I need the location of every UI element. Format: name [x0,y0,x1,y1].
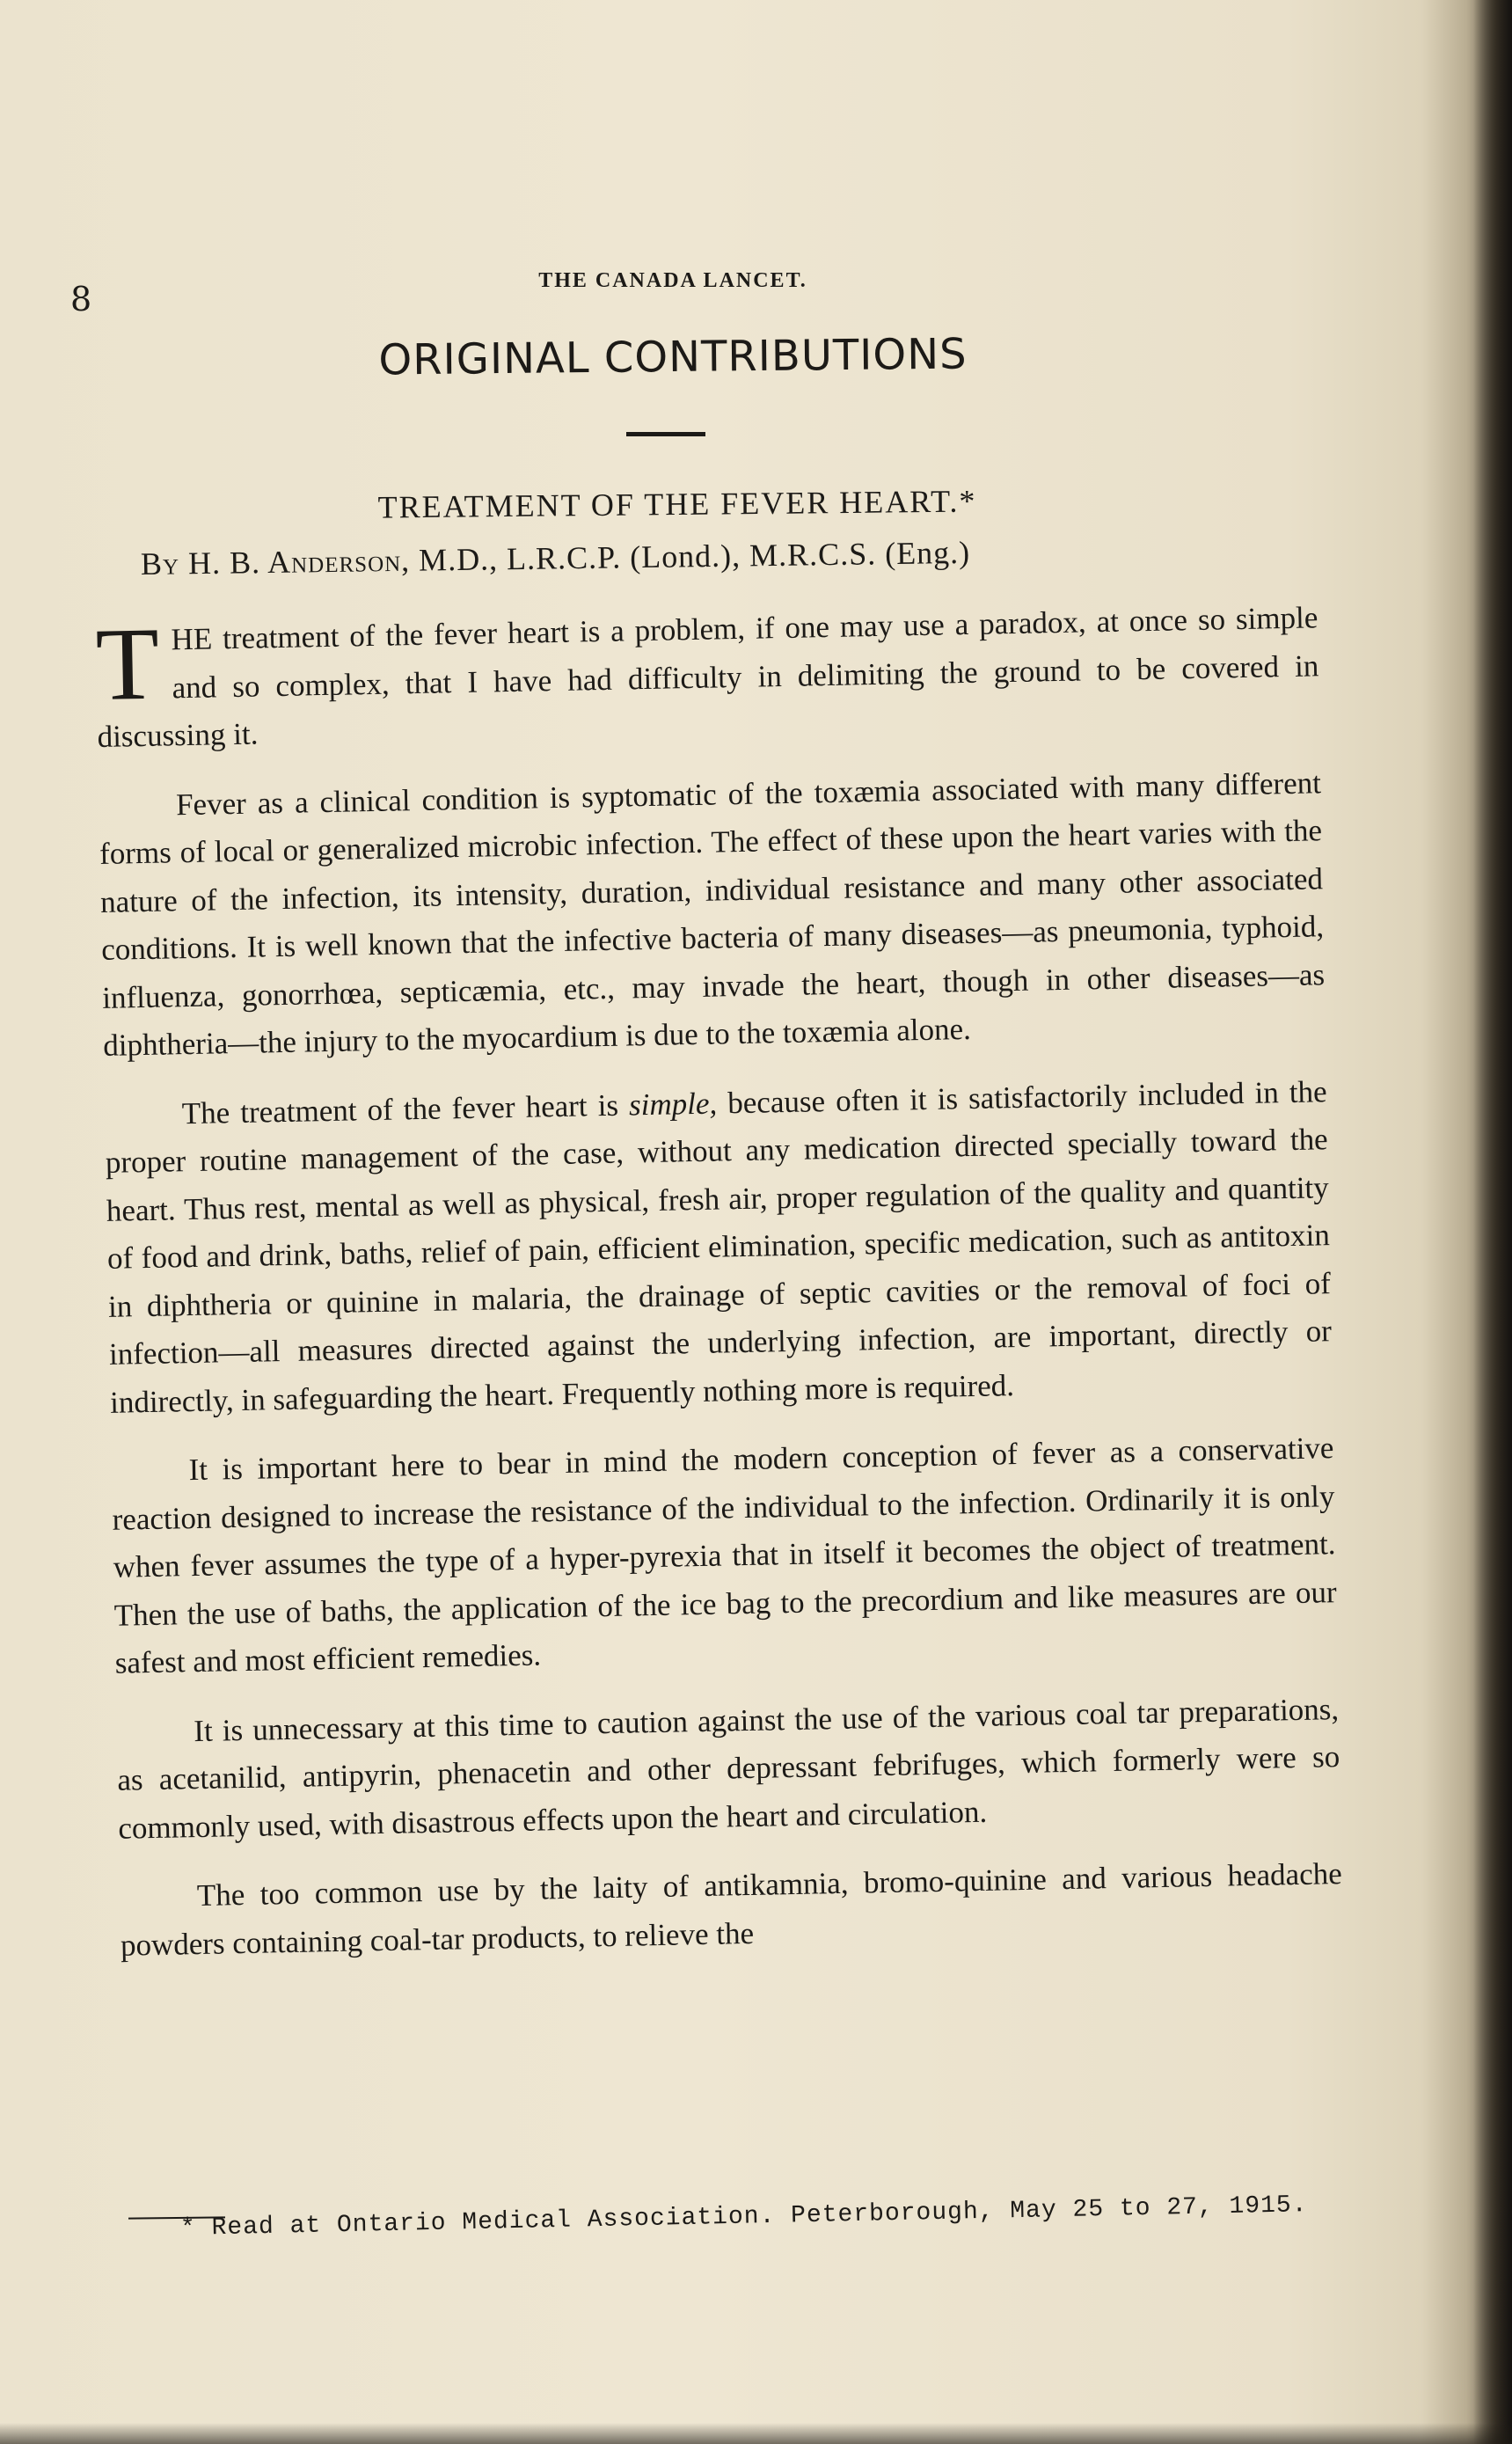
paragraph-1 [95,594,1320,761]
paragraph-2: Fever as a clinical condition is syptomatic of the toxæmia associated with many different forms of local or generalized microbic infection. The effect of these upon the heart varies with the nature of the infection, its intensity, duration, individual resistance and many other associated conditions. It is well known that the infective bacteria of many diseases—as pneumonia, typhoid, influenza, gonorrhœa, septicæmia, etc., may invade the heart, though in other diseases—as diphtheria—the injury to the myocardium is due to the toxæmia alone. [99,765,1326,1063]
paragraph-3-emphasis: simple, [628,1086,718,1122]
byline-prefix: By [140,545,180,582]
paragraph-3-start: The treatment of the fever heart is [181,1087,630,1131]
page-bottom-edge [0,2423,1512,2444]
running-head: THE CANADA LANCET. [538,269,807,292]
page-number: 8 [70,280,92,318]
paragraph-3 [104,1068,1333,1427]
article-title: TREATMENT OF THE FEVER HEART.* [377,483,977,525]
book-spine-shadow [1473,0,1512,2444]
paragraph-5: It is unnecessary at this time to caution against the use of the various coal tar preparations, as acetanilid, antipyrin, phenacetin and other depressant febrifuges, which formerly were so commonly used, with disastrous effects upon the heart and circulation. [116,1691,1340,1846]
paragraph-3-end: because often it is satisfactorily included in the proper routine management of the case, without any medication directed specially toward the heart. Thus rest, mental as well as physical, fresh air, proper regulation of the quality and quantity of food and drink, baths, relief of pain, efficient elimination, specific medication, such as antitoxin in diphtheria or quinine in malaria, the drainage of septic cavities or the removal of foci of infection—all measures directed against the underlying infection, are important, directly or indirectly, in safeguarding the heart. Frequently nothing more is required. [105,1073,1333,1420]
footnote: * Read at Ontario Medical Association. Peterborough, May 25 to 27, 1915. [179,2192,1308,2243]
drop-cap: T [94,605,161,722]
title-divider [626,432,705,436]
byline-credentials: M.D., L.R.C.P. (Lond.), M.R.C.S. (Eng.) [418,534,971,578]
paragraph-4: It is important here to bear in mind the modern conception of fever as a conservative reaction designed to increase the resistance of the individual to the infection. Ordinarily it is only when fever assumes the type of a hyper-pyrexia that in itself it becomes the object of treatment. Then the use of baths, the application of the ice bag to the precordium and like measures are our safest and most efficient remedies. [112,1431,1337,1680]
section-title: ORIGINAL CONTRIBUTIONS [378,329,968,385]
paragraph-1-text: HE treatment of the fever heart is a problem, if one may use a paradox, at once so simple and so complex, that I have had difficulty in delimiting the ground to be covered in discussing it. [97,600,1319,754]
paragraph-6: The too common use by the laity of antikamnia, bromo-quinine and various headache powders containing coal-tar products, to relieve the [120,1856,1343,1963]
article-body [95,594,1344,1990]
byline-author: H. B. Anderson, [187,542,411,582]
